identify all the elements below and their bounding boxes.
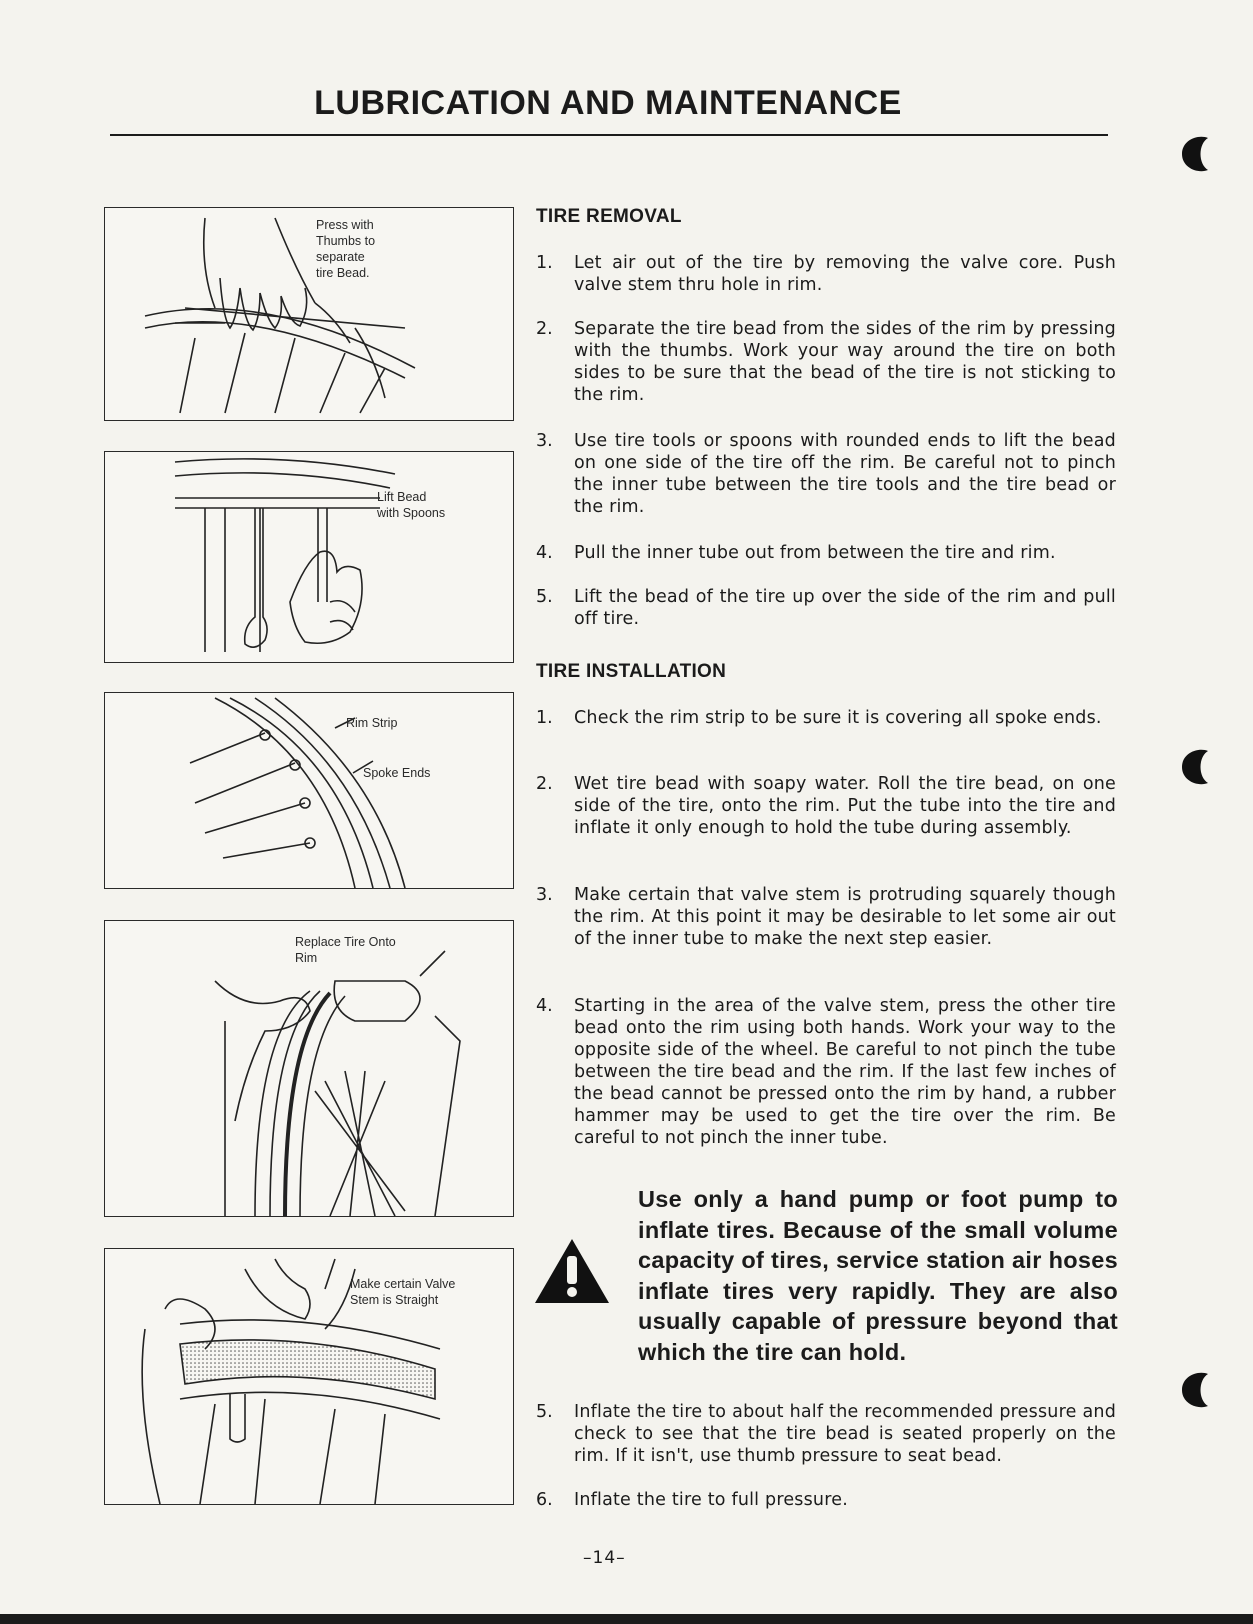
thumbs-on-tire-illustration <box>105 208 513 420</box>
step-number: 5. <box>536 1402 553 1422</box>
step-number: 1. <box>536 253 553 273</box>
step-text: Separate the tire bead from the sides of the rim by pressing with the thumbs. Work your way around the tire on both sides to be sure that the bead of the tire is not sticking to the rim. <box>574 319 1116 405</box>
step-number: 2. <box>536 774 553 794</box>
figure-callout: Lift Bead with Spoons <box>377 490 446 520</box>
removal-step-5 <box>536 586 1116 630</box>
figure-callout: Rim Strip <box>346 716 398 730</box>
step-text: Check the rim strip to be sure it is covering all spoke ends. <box>574 708 1102 728</box>
binder-hole-icon <box>1176 1368 1214 1412</box>
figure-replace-tire <box>104 920 514 1217</box>
tire-spoons-illustration <box>105 452 513 662</box>
removal-step-4 <box>536 542 1116 564</box>
section-heading-tire-removal: TIRE REMOVAL <box>536 206 682 227</box>
step-text: Inflate the tire to about half the recommended pressure and check to see that the tire bead is seated properly on the rim. If it isn't, use thumb pressure to seat bead. <box>574 1402 1116 1466</box>
installation-step-4 <box>536 995 1116 1171</box>
figure-lift-bead <box>104 451 514 663</box>
figure-rim-strip <box>104 692 514 889</box>
title-rule <box>110 134 1108 136</box>
step-text: Wet tire bead with soapy water. Roll the tire bead, on one side of the tire, onto the rim. Put the tube into the tire and inflate it only enough to hold the tube during assembly. <box>574 774 1116 838</box>
step-text: Let air out of the tire by removing the valve core. Push valve stem thru hole in rim. <box>574 253 1116 295</box>
rim-strip-illustration <box>105 693 513 888</box>
step-text: Starting in the area of the valve stem, press the other tire bead onto the rim using both hands. Work your way to the opposite side of the wheel. Be careful to not pinch the tube between the tire bead and the rim. If the last few inches of the bead cannot be pressed onto the rim by hand, a rubber hammer may be used to get the tire over the rim. Be careful to not pinch the inner tube. <box>574 996 1116 1148</box>
figure-callout: Replace Tire Onto Rim <box>295 935 396 965</box>
figure-callout: Press with Thumbs to separate tire Bead. <box>316 218 376 280</box>
step-number: 3. <box>536 431 553 451</box>
bottom-edge <box>0 1614 1253 1624</box>
figure-callout: Make certain Valve Stem is Straight <box>350 1277 456 1307</box>
step-number: 4. <box>536 543 553 563</box>
figure-valve-stem <box>104 1248 514 1505</box>
removal-step-1 <box>536 252 1116 296</box>
step-text: Inflate the tire to full pressure. <box>574 1490 848 1510</box>
installation-step-2 <box>536 773 1116 861</box>
installation-step-3 <box>536 884 1116 972</box>
step-number: 6. <box>536 1490 553 1510</box>
step-text: Pull the inner tube out from between the tire and rim. <box>574 543 1056 563</box>
binder-hole-icon <box>1176 745 1214 789</box>
step-text: Use tire tools or spoons with rounded ends to lift the bead on one side of the tire off the rim. Be careful not to pinch the inner tube between the tire tools and the tire bead or the rim. <box>574 431 1116 517</box>
installation-step-5 <box>536 1401 1116 1467</box>
step-text: Lift the bead of the tire up over the side of the rim and pull off tire. <box>574 587 1116 629</box>
installation-step-1 <box>536 707 1116 751</box>
figure-callout: Spoke Ends <box>363 766 431 780</box>
step-text: Make certain that valve stem is protruding squarely though the rim. At this point it may be desirable to let some air out of the inner tube to make the next step easier. <box>574 885 1116 949</box>
removal-step-3 <box>536 430 1116 518</box>
step-number: 2. <box>536 319 553 339</box>
step-number: 3. <box>536 885 553 905</box>
page-number: –14– <box>583 1548 626 1568</box>
warning-text: Use only a hand pump or foot pump to inflate tires. Because of the small volume capacity of tires, service station air hoses inflate tires very rapidly. They are also usually capable of pressure beyond that which the tire can hold. <box>638 1186 1118 1365</box>
warning-triangle-icon <box>532 1236 612 1306</box>
step-number: 5. <box>536 587 553 607</box>
section-heading-tire-installation: TIRE INSTALLATION <box>536 661 727 682</box>
figure-separate-bead <box>104 207 514 421</box>
step-number: 4. <box>536 996 553 1016</box>
step-number: 1. <box>536 708 553 728</box>
binder-hole-icon <box>1176 132 1214 176</box>
removal-step-2 <box>536 318 1116 406</box>
page-title: LUBRICATION AND MAINTENANCE <box>314 84 902 122</box>
installation-step-6 <box>536 1489 1116 1511</box>
